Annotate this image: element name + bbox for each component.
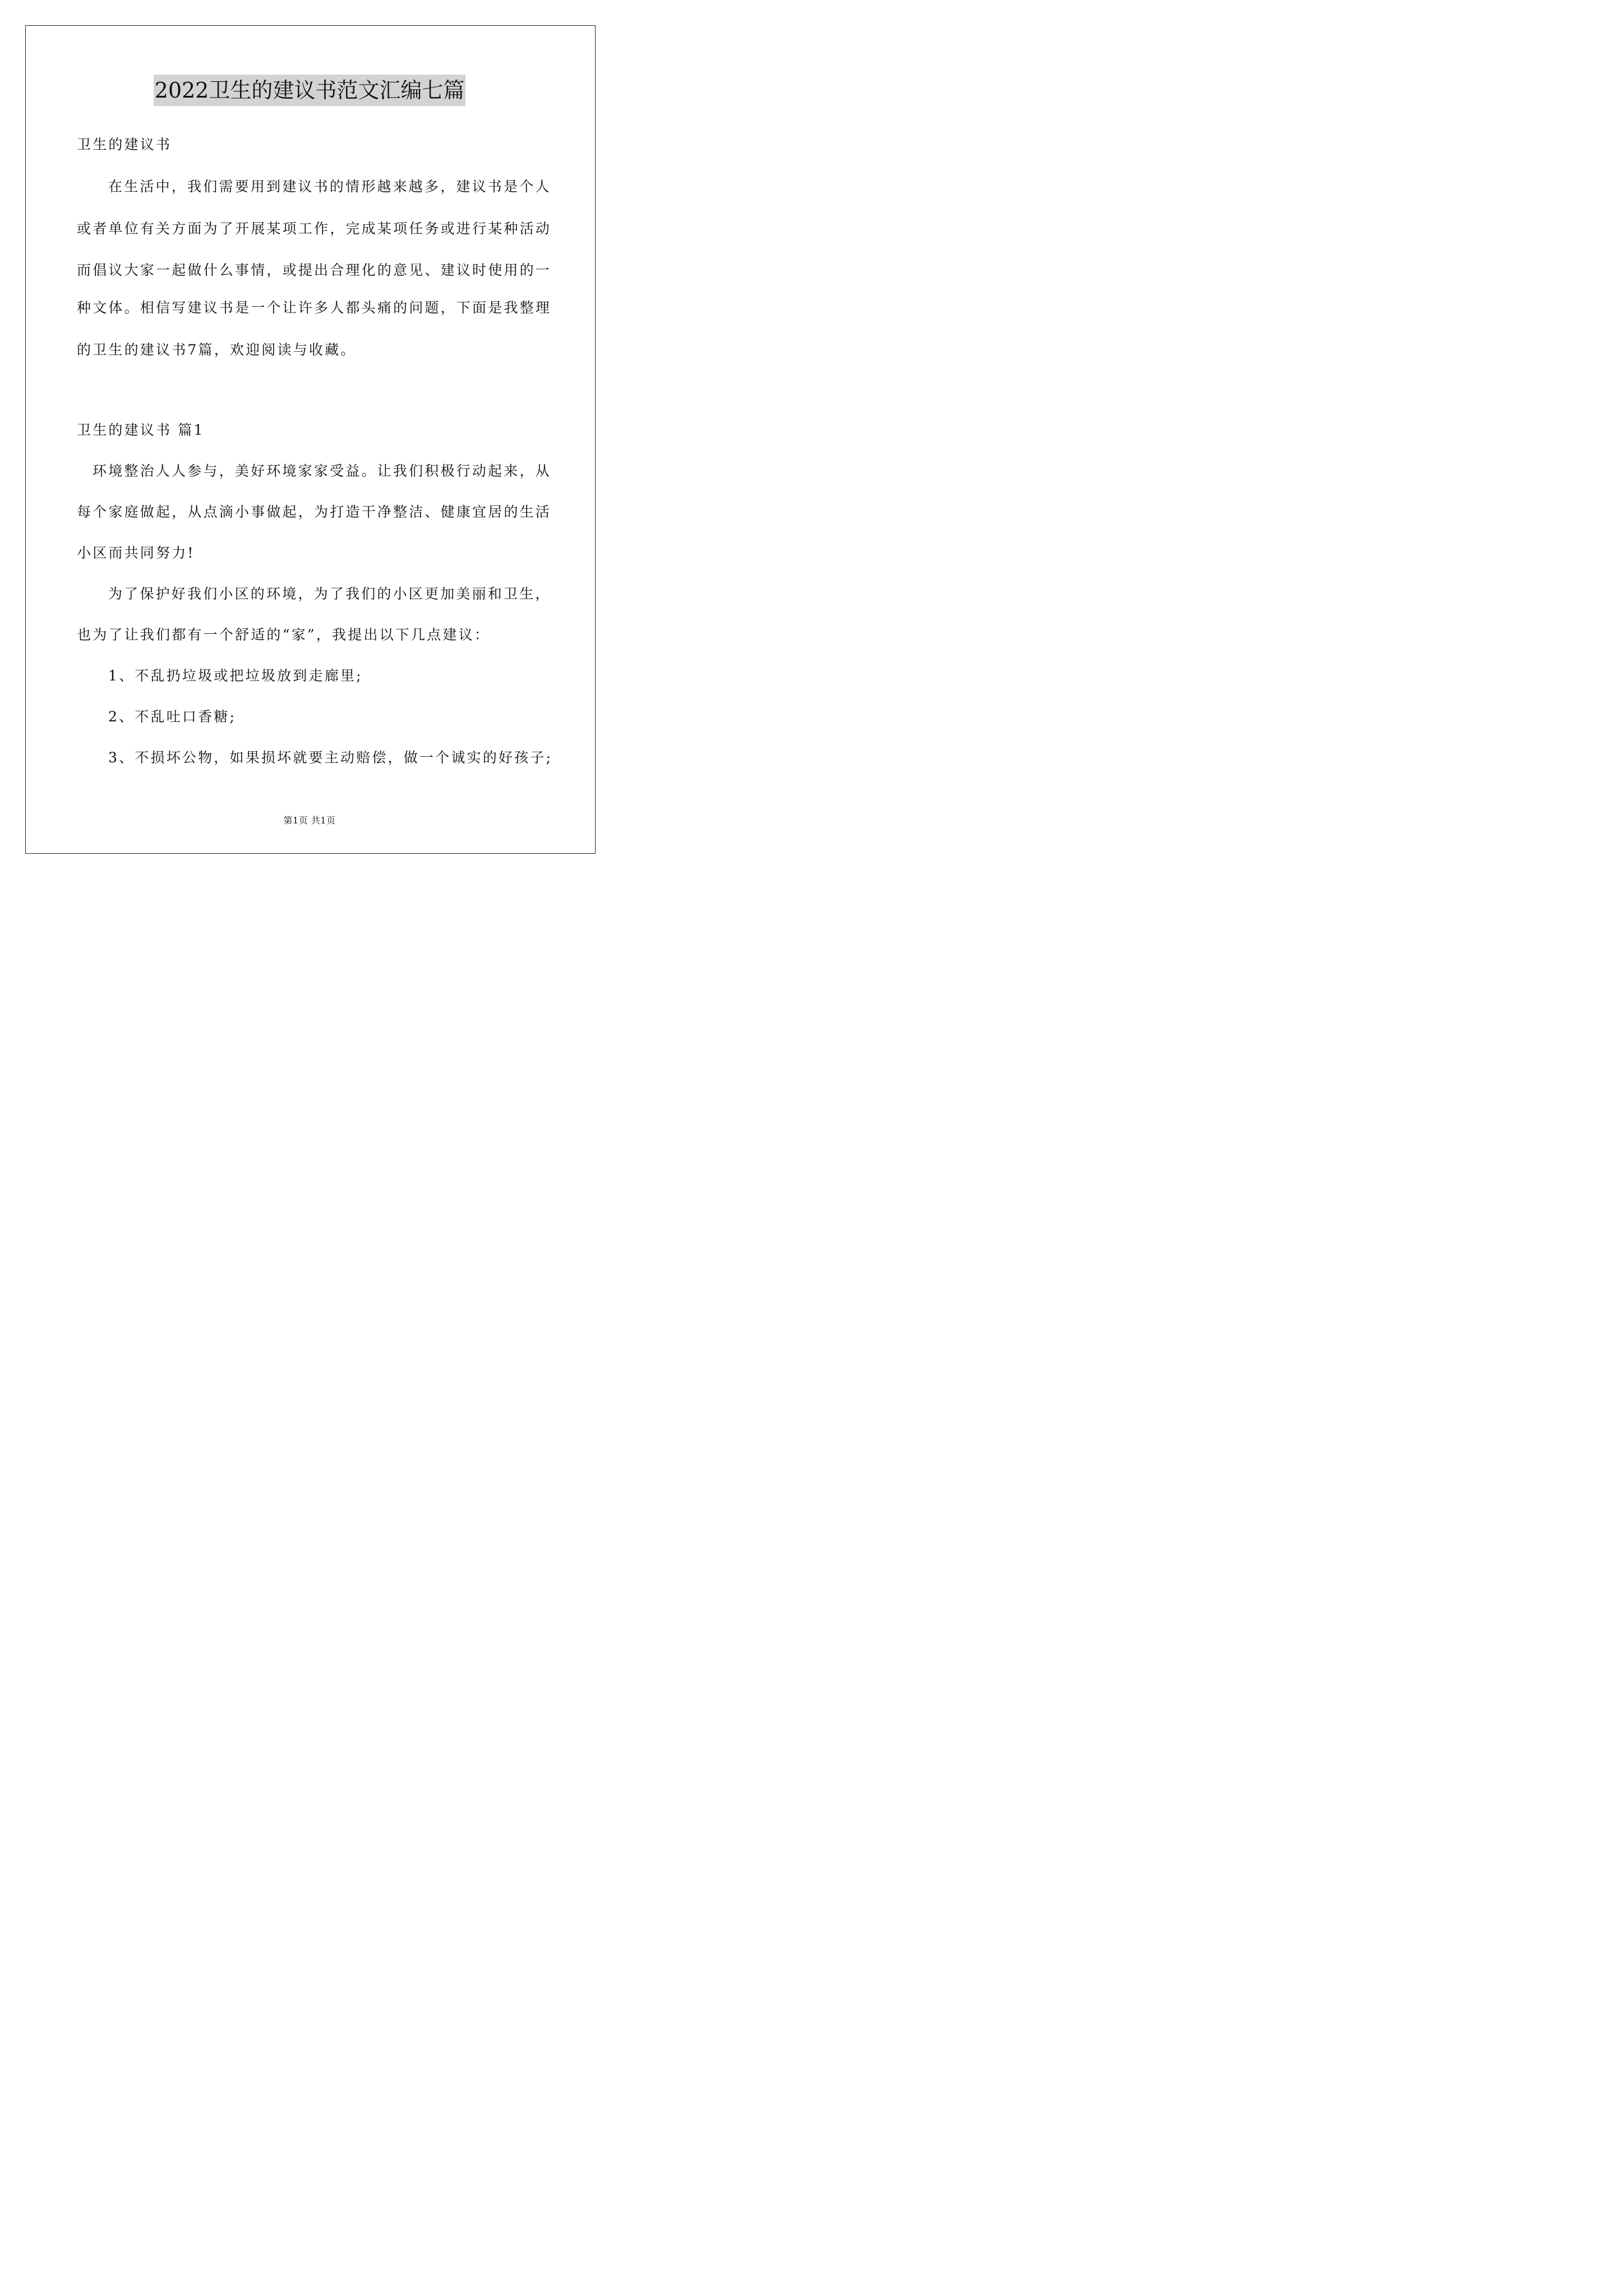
paragraph-line: 每个家庭做起，从点滴小事做起，为打造干净整洁、健康宜居的生活 [77, 504, 552, 520]
document-title: 2022卫生的建议书范文汇编七篇 [154, 75, 466, 106]
paragraph-line: 也为了让我们都有一个舒适的“家”，我提出以下几点建议： [77, 627, 490, 643]
paragraph-line: 小区而共同努力! [77, 545, 195, 561]
paragraph-line: 环境整治人人参与，美好环境家家受益。让我们积极行动起来，从 [93, 463, 551, 479]
page-footer: 第1页 共1页 [283, 815, 336, 826]
intro-line: 的卫生的建议书7篇，欢迎阅读与收藏。 [77, 342, 357, 358]
intro-line: 或者单位有关方面为了开展某项工作，完成某项任务或进行某种活动 [77, 220, 552, 237]
intro-line: 种文体。相信写建议书是一个让许多人都头痛的问题，下面是我整理 [77, 300, 552, 316]
suggestion-item: 3、不损坏公物，如果损坏就要主动赔偿，做一个诚实的好孩子; [108, 749, 553, 766]
suggestion-item: 1、不乱扔垃圾或把垃圾放到走廊里; [108, 668, 363, 684]
intro-line: 在生活中，我们需要用到建议书的情形越来越多，建议书是个人 [108, 178, 551, 195]
title-container [0, 75, 619, 106]
paragraph-line: 为了保护好我们小区的环境，为了我们的小区更加美丽和卫生， [108, 586, 551, 602]
intro-line: 而倡议大家一起做什么事情，或提出合理化的意见、建议时使用的一 [77, 262, 552, 278]
suggestion-item: 2、不乱吐口香糖; [108, 708, 237, 725]
section-heading: 卫生的建议书 篇1 [77, 422, 205, 438]
intro-heading: 卫生的建议书 [77, 136, 172, 153]
